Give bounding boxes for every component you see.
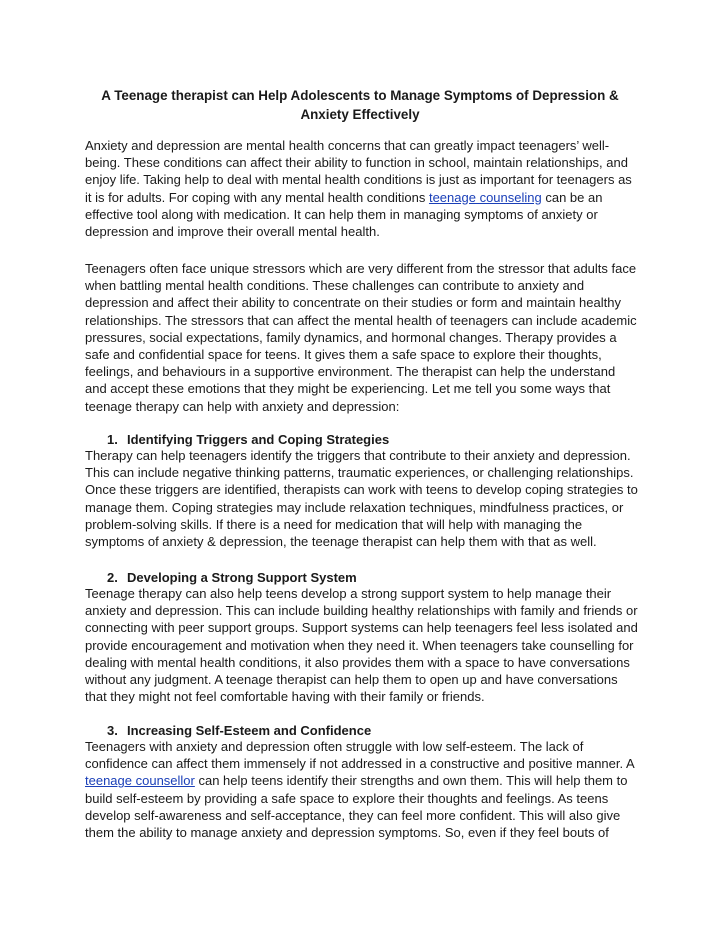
text-line: problem-solving skills. If there is a need for medication that will help with managing the [85, 516, 583, 532]
text-line: develop self-awareness and self-acceptance, they can feel more confident. This will also give [85, 807, 621, 823]
text-line: Teenagers often face unique stressors which are very different from the stressor that adults face [85, 261, 637, 276]
text-line: relationships. The stressors that can affect the mental health of teenagers can include academic [85, 312, 637, 328]
heading-text: Identifying Triggers and Coping Strategies [127, 432, 390, 447]
text-line: Once these triggers are identified, therapists can work with teens to develop coping strategies to [85, 482, 638, 498]
text-segment: can be an [541, 189, 603, 205]
title-line-1: A Teenage therapist can Help Adolescents to Manage Symptoms of Depression & [101, 88, 619, 103]
text-line: dealing with mental health conditions, it also provides them with a space to have conversations [85, 654, 630, 670]
teenage-counseling-link[interactable]: teenage counseling [428, 189, 542, 205]
text-line: effective tool along with medication. It can help them in managing symptoms of anxiety or [85, 206, 598, 222]
text-line: teenage therapy can help with anxiety and depression: [85, 398, 400, 414]
text-line: Teenagers with anxiety and depression often struggle with low self-esteem. The lack of [85, 739, 584, 754]
title-line-2: Anxiety Effectively [300, 107, 420, 122]
text-line: manage them. Coping strategies may include relaxation techniques, mindfulness practices, or [85, 499, 624, 515]
text-line: This can include negative thinking patterns, traumatic experiences, or challenging relationships. [85, 465, 634, 481]
text-line: Therapy can help teenagers identify the triggers that contribute to their anxiety and depression. [85, 448, 631, 463]
text-line: depression and improve their overall mental health. [85, 224, 380, 240]
text-line: anxiety and depression. This can include building healthy relationships with family and friends or [85, 603, 638, 619]
teenage-counsellor-link[interactable]: teenage counsellor [85, 773, 195, 789]
text-line: enjoy life. Taking help to deal with mental health conditions is just as important for teenagers as [85, 172, 632, 188]
page-title [80, 86, 640, 124]
text-line: feelings, and behaviours in a supportive environment. The therapist can help the understand [85, 364, 616, 380]
text-line: depression and affect their ability to concentrate on their studies or form and maintain healthy [85, 295, 621, 311]
text-line: connecting with peer support groups. Support systems can help teenagers feel less isolated and [85, 620, 638, 636]
text-line: without any judgment. A teenage therapist can help them to open up and have conversations [85, 672, 618, 688]
stressors-paragraph [85, 260, 645, 415]
heading-text: Increasing Self-Esteem and Confidence [127, 723, 372, 738]
text-line: being. These conditions can affect their ability to function in school, maintain relationships, and [85, 155, 628, 171]
text-line: them the ability to manage anxiety and depression symptoms. So, even if they feel bouts of [85, 825, 609, 841]
text-line: Anxiety and depression are mental health concerns that can greatly impact teenagers’ well- [85, 138, 610, 153]
text-line: confidence can affect them immensely if not addressed in a constructive and positive manner. A [85, 756, 635, 772]
text-line: pressures, social expectations, family dynamics, and hormonal changes. Therapy provides a [85, 329, 617, 345]
text-segment: it is for adults. For coping with any mental health conditions [85, 189, 429, 205]
heading-text: Developing a Strong Support System [127, 570, 357, 585]
text-line [85, 189, 645, 206]
list-number: 3. [107, 723, 118, 738]
section-heading-3 [107, 722, 371, 739]
section-3-paragraph [85, 738, 645, 841]
text-line: Teenage therapy can also help teens develop a strong support system to help manage their [85, 586, 612, 601]
text-line: symptoms of anxiety & depression, the teenage therapist can help them with that as well. [85, 534, 597, 550]
section-heading-2 [107, 569, 357, 586]
section-heading-1 [107, 431, 389, 448]
text-line: safe and confidential space for teens. It gives them a safe space to explore their thoughts, [85, 347, 602, 363]
text-line: that they might not feel comfortable having with their family or friends. [85, 689, 485, 705]
text-line: and accept these emotions that they might be experiencing. Let me tell you some ways that [85, 381, 611, 397]
list-number: 2. [107, 570, 118, 585]
text-line: build self-esteem by providing a safe space to explore their thoughts and feelings. As teens [85, 790, 609, 806]
list-number: 1. [107, 432, 118, 447]
text-line: provide encouragement and motivation when they need it. When teenagers take counselling for [85, 637, 634, 653]
section-2-paragraph [85, 585, 645, 705]
section-1-paragraph [85, 447, 645, 550]
text-line: when battling mental health conditions. These challenges can contribute to anxiety and [85, 278, 585, 294]
text-segment: can help teens identify their strengths and own them. This will help them to [194, 773, 628, 789]
text-line [85, 772, 645, 789]
intro-paragraph [85, 137, 645, 240]
